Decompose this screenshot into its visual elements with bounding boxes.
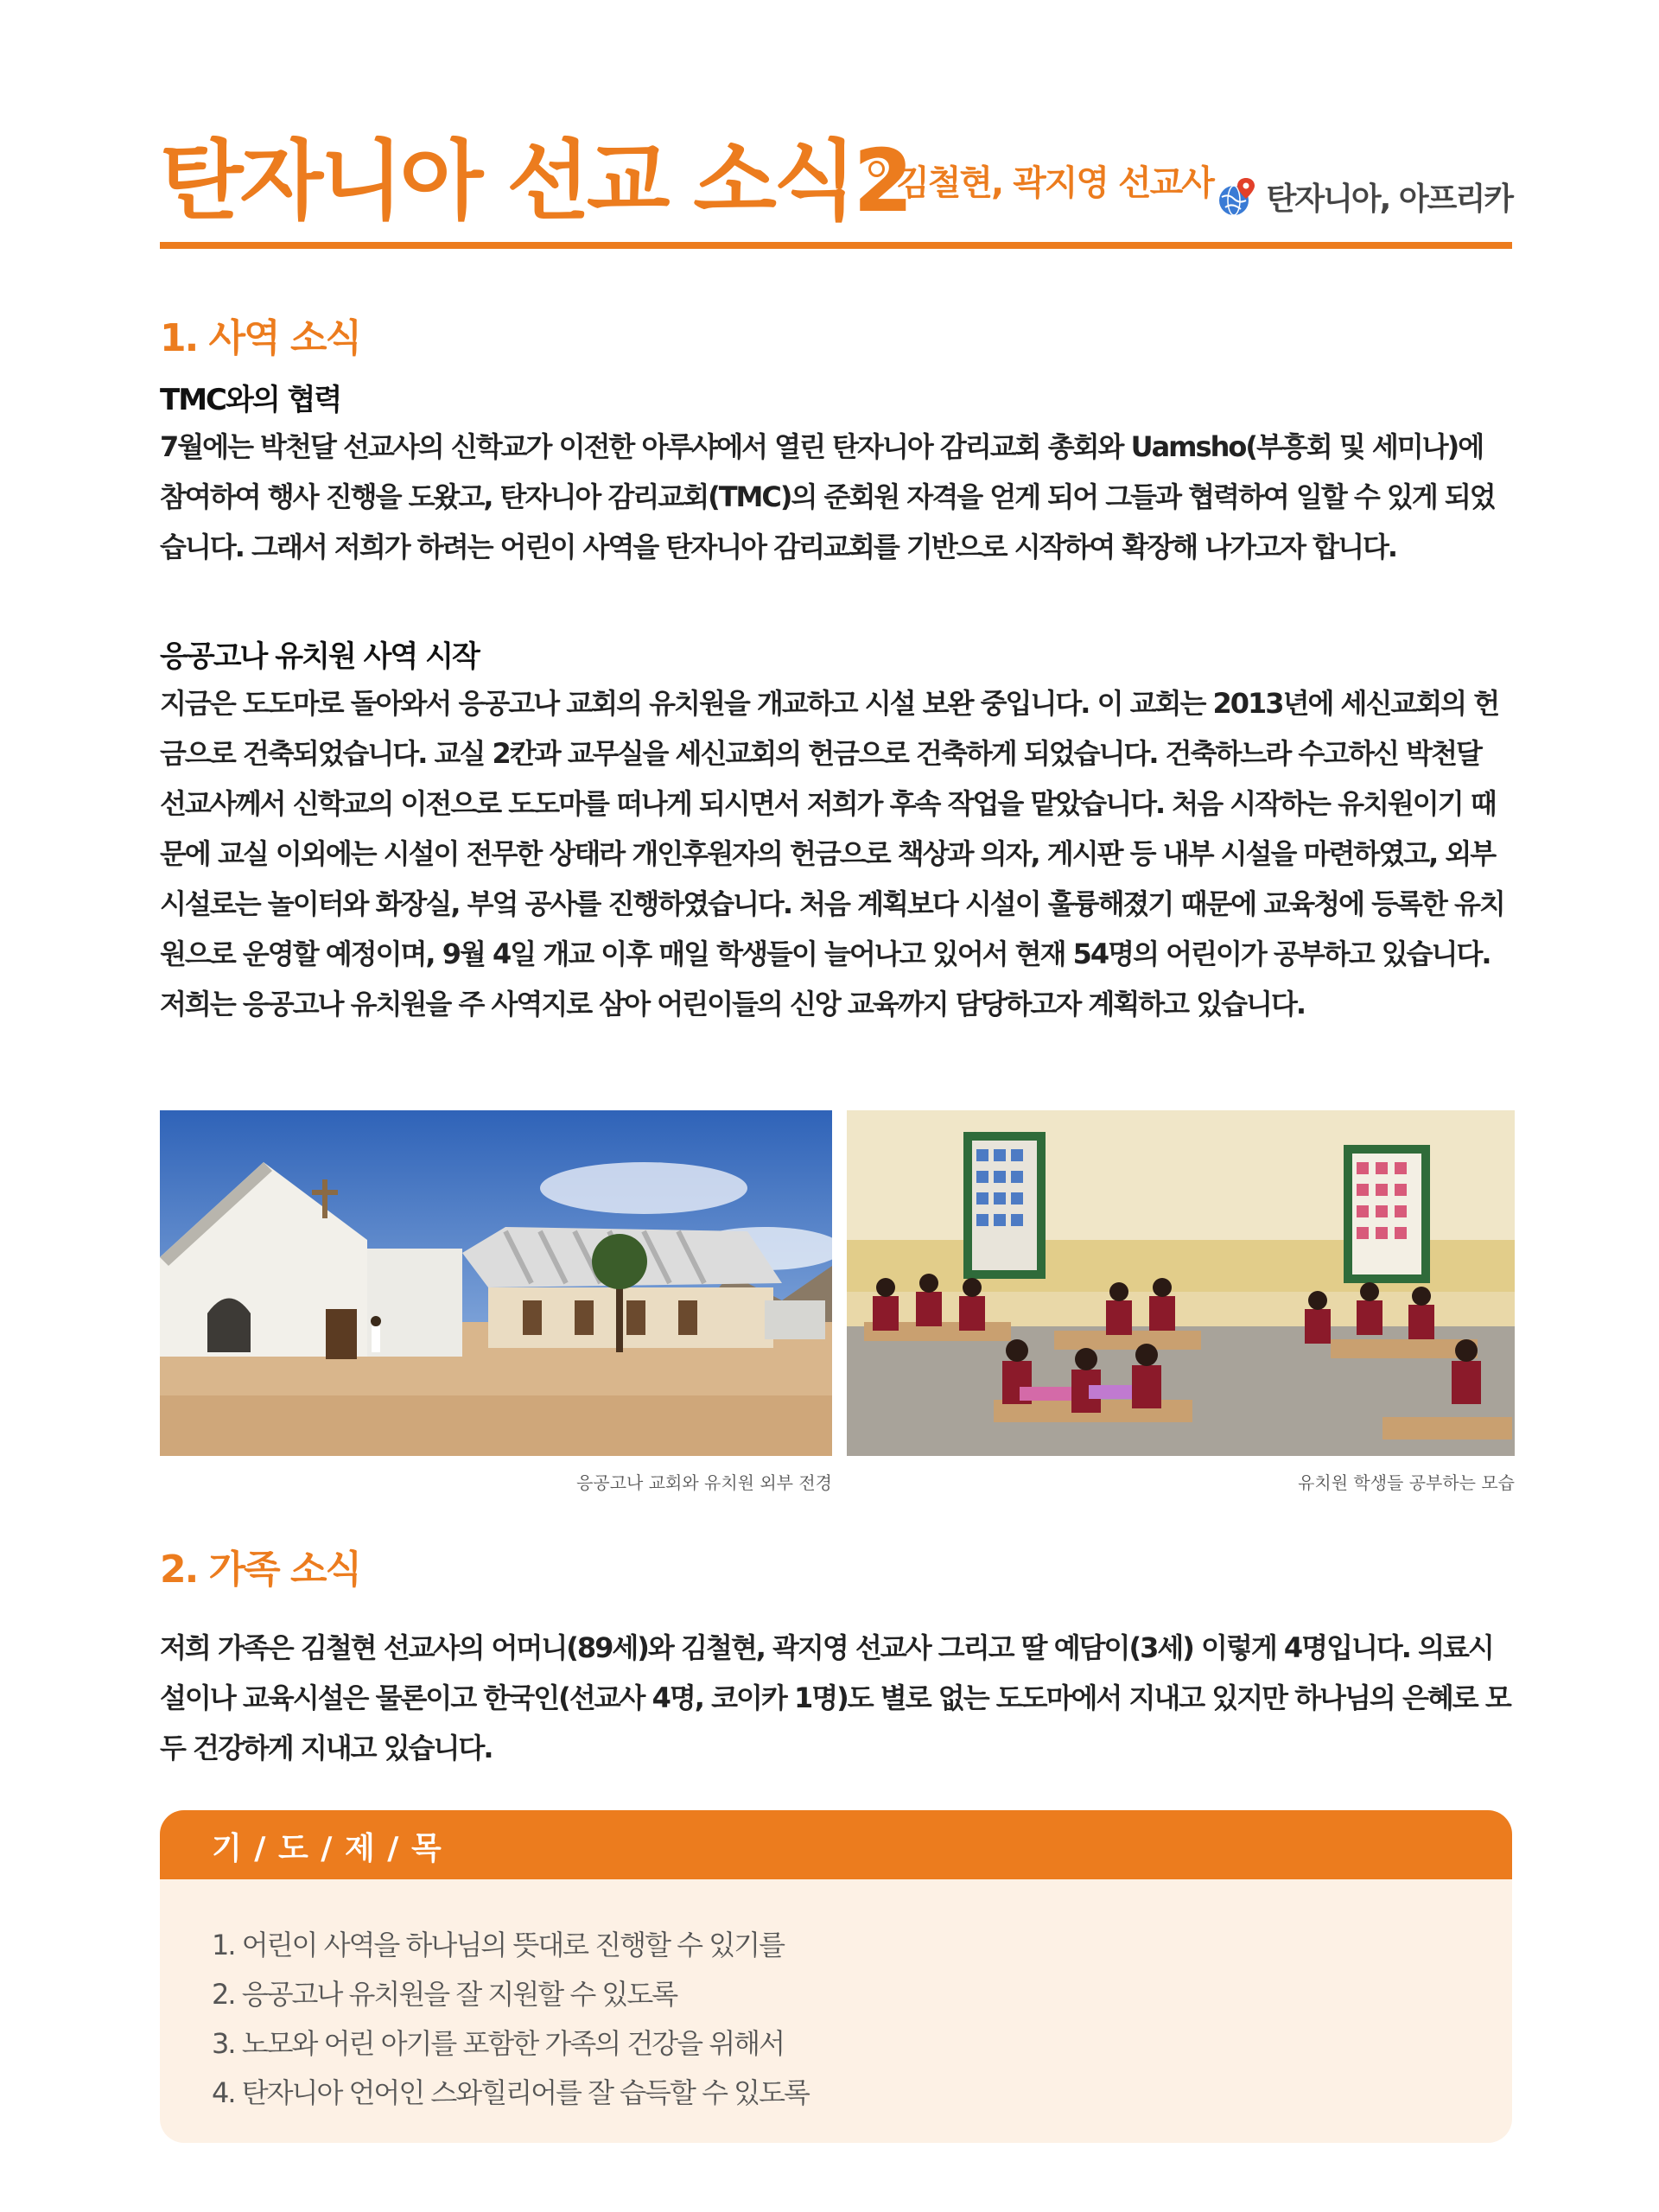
subsection-title-tmc: TMC와의 협력 [160, 383, 341, 417]
header-divider [160, 242, 1512, 249]
prayer-list [212, 1921, 809, 2118]
header [160, 130, 1512, 251]
list-item: 3. 노모와 어린 아기를 포함한 가족의 건강을 위해서 [212, 2027, 784, 2060]
paragraph-tmc: 7월에는 박천달 선교사의 신학교가 이전한 아루샤에서 열린 탄자니아 감리교회 총회와 Uamsho(부흥회 및 세미나)에 참여하여 행사 진행을 도왔고, 탄자니아 감리교회(TMC)의 준회원 자격을 얻게 되어 그들과 협력하여 일할 수 있게 되었습니다. 그래서 저희가 하려는 어린이 사역을 탄자니아 감리교회를 기반으로 시작하여 확장해 나가고자 합니다. [160, 430, 1495, 563]
paragraph-kindergarten: 지금은 도도마로 돌아와서 응공고나 교회의 유치원을 개교하고 시설 보완 중입니다. 이 교회는 2013년에 세신교회의 헌금으로 건축되었습니다. 교실 2칸과 교무실을 세신교회의 헌금으로 건축하게 되었습니다. 건축하느라 수고하신 박천달 선교사께서 신학교의 이전으로 도도마를 떠나게 되시면서 저희가 후속 작업을 맡았습니다. 처음 시작하는 유치원이기 때문에 교실 이외에는 시설이 전무한 상태라 개인후원자의 헌금으로 책상과 의자, 게시판 등 내부 시설을 마련하였고, 외부시설로는 놀이터와 화장실, 부엌 공사를 진행하였습니다. 처음 계획보다 시설이 훌륭해졌기 때문에 교육청에 등록한 유치원으로 운영할 예정이며, 9월 4일 개교 이후 매일 학생들이 늘어나고 있어서 현재 54명의 어린이가 공부하고 있습니다. 저희는 응공고나 유치원을 주 사역지로 삼아 어린이들의 신앙 교육까지 담당하고자 계획하고 있습니다. [160, 687, 1504, 1020]
author-name: 김철현, 곽지영 선교사 [896, 163, 1213, 203]
prayer-box [160, 1810, 1512, 2143]
prayer-header-bar [160, 1810, 1512, 1879]
photo-kindergarten-class [847, 1110, 1515, 1456]
location-line [1215, 175, 1512, 219]
section-title-family: 2. 가족 소식 [160, 1548, 360, 1592]
paragraph-family: 저희 가족은 김철현 선교사의 어머니(89세)와 김철현, 곽지영 선교사 그리고 딸 예담이(3세) 이렇게 4명입니다. 의료시설이나 교육시설은 물론이고 한국인(선교사 4명, 코이카 1명)도 별로 없는 도도마에서 지내고 있지만 하나님의 은혜로 모두 건강하게 지내고 있습니다. [160, 1631, 1510, 1764]
photo-caption-church: 응공고나 교회와 유치원 외부 전경 [576, 1472, 832, 1493]
globe-pin-icon [1215, 176, 1256, 218]
list-item: 1. 어린이 사역을 하나님의 뜻대로 진행할 수 있기를 [212, 1929, 784, 1961]
section-title-ministry: 1. 사역 소식 [160, 316, 360, 360]
prayer-title: 기 / 도 / 제 / 목 [212, 1831, 442, 1866]
list-item: 4. 탄자니아 언어인 스와힐리어를 잘 습득할 수 있도록 [212, 2076, 809, 2109]
circle-bullet-icon [868, 161, 885, 177]
author-line [868, 156, 1213, 205]
page-title: 탄자니아 선교 소식2 [160, 130, 911, 232]
location-text: 탄자니아, 아프리카 [1266, 181, 1512, 217]
photo-church-exterior [160, 1110, 832, 1456]
subsection-title-kindergarten: 응공고나 유치원 사역 시작 [160, 639, 479, 674]
list-item: 2. 응공고나 유치원을 잘 지원할 수 있도록 [212, 1978, 677, 2011]
photo-caption-class: 유치원 학생들 공부하는 모습 [1298, 1472, 1515, 1493]
